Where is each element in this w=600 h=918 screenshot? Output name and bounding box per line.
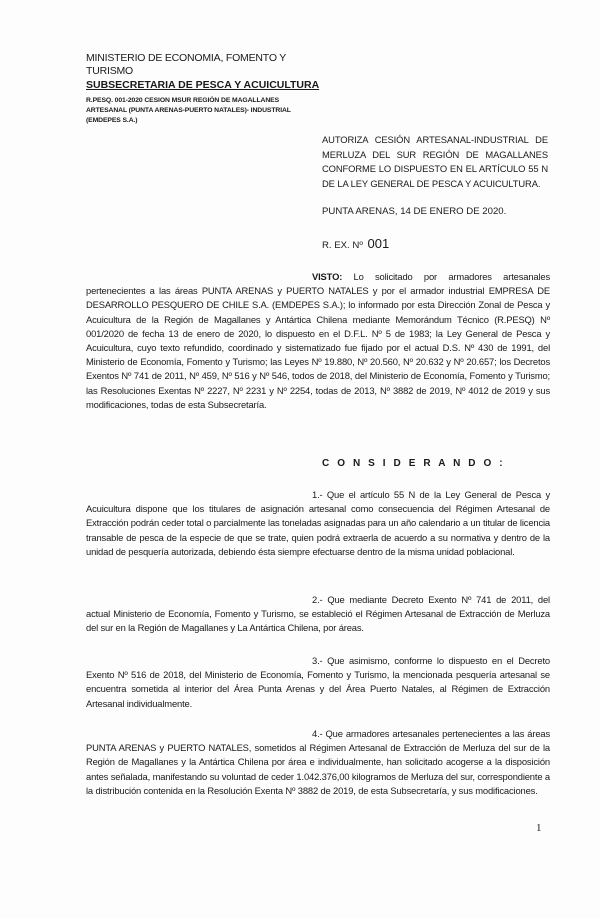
- reference-block: [86, 96, 326, 126]
- visto-lead: VISTO:: [312, 271, 343, 282]
- rex-number: 001: [367, 236, 390, 251]
- considerando-3: [86, 654, 550, 711]
- page-number: 1: [536, 822, 542, 834]
- considerando-heading: C O N S I D E R A N D O :: [322, 458, 506, 469]
- resolution-summary: AUTORIZA CESIÓN ARTESANAL-INDUSTRIAL DE MERLUZA DEL SUR REGIÓN DE MAGALLANES CONFORME LO DISPUESTO EN EL ARTÍCULO 55 N DE LA LEY GENERAL DE PESCA Y ACUICULTURA.: [322, 134, 548, 189]
- rex-label: R. EX. Nº: [322, 240, 363, 251]
- letterhead: [86, 52, 326, 126]
- visto-paragraph: [86, 270, 550, 412]
- reference-line-2: ARTESANAL (PUNTA ARENAS-PUERTO NATALES)- INDUSTRIAL: [86, 107, 291, 114]
- subsecretaria-name: SUBSECRETARIA DE PESCA Y ACUICULTURA: [86, 79, 320, 91]
- reference-line-3: (EMDEPES S.A.): [86, 117, 138, 124]
- considerando-1: [86, 488, 550, 559]
- visto-text: Lo solicitado por armadores artesanales pertenecientes a las áreas PUNTA ARENAS y PUERTO NATALES y por el armador industrial EMPRESA DE DESARROLLO PESQUERO DE CHILE S.A. (EMDEPES S.A.); lo informado por esta Dirección Zonal de Pesca y Acuicultura de la Región de Magallanes y Antártica Chilena mediante Memorándum Técnico (R.PESQ) Nº 001/2020 de fecha 13 de enero de 2020, lo dispuesto en el D.F.L. Nº 5 de 1983; la Ley General de Pesca y Acuicultura, cuyo texto refundido, coordinado y sistematizado fue fijado por el actual D.S. Nº 430 de 1991, del Ministerio de Economía, Fomento y Turismo; las Leyes Nº 19.880, Nº 20.560, Nº 20.632 y Nº 20.657; los Decretos Exentos Nº 741 de 2011, Nº 459, Nº 516 y Nº 546, todos de 2018, del Ministerio de Economía, Fomento y Turismo; las Resoluciones Exentas Nº 2227, Nº 2231 y Nº 2254, todas de 2013, Nº 3882 de 2019, Nº 4012 de 2019 y sus modificaciones, todas de esta Subsecretaría.: [86, 271, 550, 410]
- ministry-name: MINISTERIO DE ECONOMIA, FOMENTO Y TURISMO: [86, 52, 286, 77]
- place-date: PUNTA ARENAS, 14 DE ENERO DE 2020.: [322, 206, 507, 217]
- considerando-4: [86, 727, 550, 798]
- considerando-3-text: 3.- Que asimismo, conforme lo dispuesto en el Decreto Exento Nº 516 de 2018, del Ministerio de Economía, Fomento y Turismo, la mencionada pesquería artesanal se encuentra sometida al interior del Área Punta Arenas y del Área Puerto Natales, al Régimen de Extracción Artesanal individualmente.: [86, 655, 550, 709]
- considerando-4-text: 4.- Que armadores artesanales pertenecientes a las áreas PUNTA ARENAS y PUERTO NATALES, sometidos al Régimen Artesanal de Extracción de Merluza del sur de la Región de Magallanes y la Antártica Chilena por área e individualmente, han solicitado acogerse a la disposición antes señalada, manifestando su voluntad de ceder 1.042.376,00 kilogramos de Merluza del sur, correspondiente a la distribución contenida en la Resolución Exenta Nº 3882 de 2019, de esta Subsecretaría, y sus modificaciones.: [86, 728, 550, 796]
- resolution-number: [322, 236, 389, 251]
- considerando-2-text: 2.- Que mediante Decreto Exento Nº 741 de 2011, del actual Ministerio de Economía, Fomento y Turismo, se estableció el Régimen Artesanal de Extracción de Merluza del sur en la Región de Magallanes y La Antártica Chilena, por áreas.: [86, 594, 550, 634]
- reference-line-1: R.PESQ. 001-2020 CESION MSUR REGIÓN DE MAGALLANES: [86, 97, 280, 104]
- considerando-1-text: 1.- Que el artículo 55 N de la Ley General de Pesca y Acuicultura dispone que los titulares de asignación artesanal como consecuencia del Régimen Artesanal de Extracción podrán ceder total o parcialmente las toneladas asignadas para un año calendario a un titular de licencia transable de pesca de la especie de que se trate, quien podrá extraerla de acuerdo a su normativa y dentro de la unidad de pesquería autorizada, debiendo ésta siempre efectuarse dentro de la misma unidad poblacional.: [86, 489, 550, 557]
- considerando-2: [86, 593, 550, 636]
